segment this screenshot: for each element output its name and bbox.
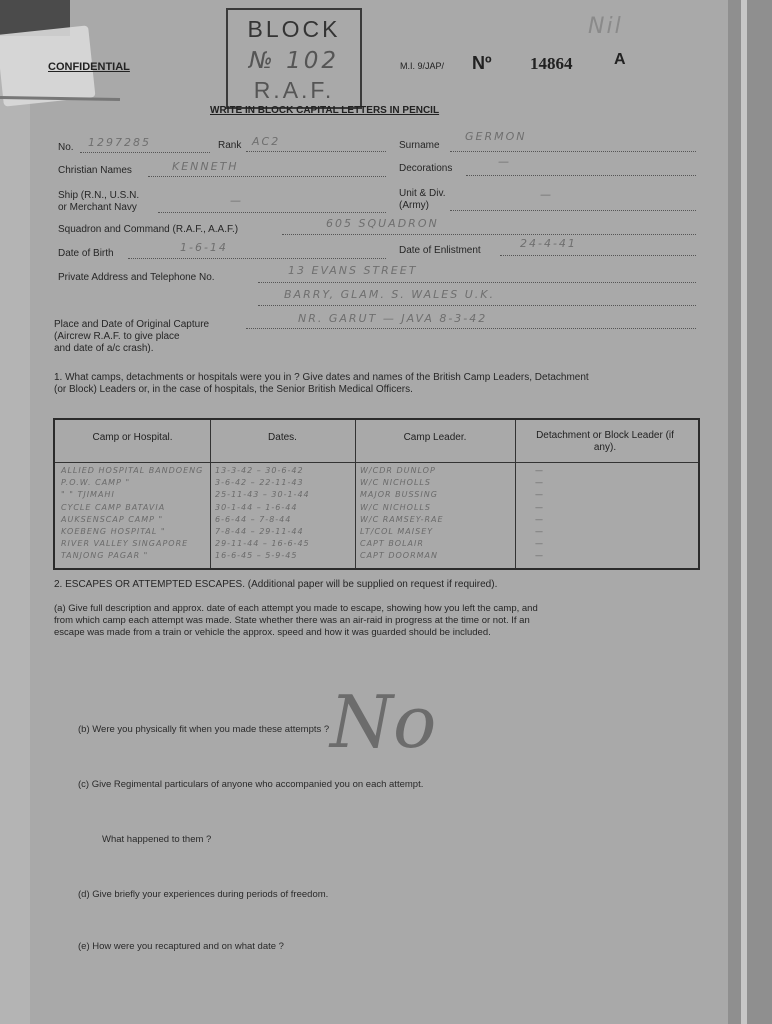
table-cell: 7-8-44 – 29-11-44	[215, 527, 304, 536]
table-cell: P.O.W. CAMP "	[61, 478, 131, 488]
block-stamp	[226, 8, 362, 109]
header-detachment-leader: Detachment or Block Leader (if any).	[536, 430, 674, 453]
mi9-reference: M.I. 9/JAP/	[400, 61, 445, 71]
table-cell: LT/COL MAISEY	[360, 527, 434, 536]
table-cell: 30-1-44 – 1-6-44	[215, 502, 298, 512]
decorations-value: —	[498, 155, 511, 168]
ship-value: —	[230, 194, 243, 207]
table-cell: —	[535, 551, 544, 561]
question-2d: (d) Give briefly your experiences during periods of freedom.	[78, 889, 329, 900]
header-camp-leader: Camp Leader.	[403, 432, 467, 443]
stamp-line-1: BLOCK	[247, 16, 341, 42]
capture-label-1: Place and Date of Original Capture	[54, 319, 210, 330]
stamp-line-2: № 102	[248, 48, 340, 74]
table-cell: 25-11-43 – 30-1-44	[215, 490, 310, 500]
table-cell: TANJONG PAGAR "	[61, 551, 149, 561]
christian-names-label: Christian Names	[58, 165, 132, 176]
table-cell: —	[535, 490, 544, 500]
unit-label-1: Unit & Div.	[399, 188, 446, 199]
pencil-no-answer: No	[330, 680, 437, 764]
enlistment-label: Date of Enlistment	[399, 245, 481, 256]
dob-label: Date of Birth	[58, 248, 114, 259]
header-dates: Dates.	[268, 432, 297, 443]
capture-label-3: and date of a/c crash).	[54, 343, 154, 354]
squadron-value: 605 SQUADRON	[326, 217, 439, 230]
question-2a-line-1: (a) Give full description and approx. date of each attempt you made to escape, showing how you left the camp, and	[54, 603, 538, 614]
surname-value: GERMON	[465, 130, 527, 143]
table-cell: —	[535, 478, 544, 488]
table-cell: " " TJIMAHI	[61, 490, 115, 500]
table-cell: KOEBENG HOSPITAL "	[61, 527, 166, 536]
table-cell: ALLIED HOSPITAL BANDOENG	[61, 466, 204, 475]
form-suffix: A	[614, 51, 626, 68]
folder-edge-highlight	[741, 0, 747, 1024]
question-2-title: 2. ESCAPES OR ATTEMPTED ESCAPES. (Additional paper will be supplied on request if required).	[54, 579, 498, 590]
table-cell: W/C NICHOLLS	[360, 502, 431, 512]
capture-value: NR. GARUT — JAVA 8-3-42	[298, 312, 488, 325]
table-cell: —	[535, 539, 544, 549]
stamp-line-3: R.A.F.	[253, 77, 335, 103]
pencil-nil-note: Nil	[588, 14, 623, 39]
table-cell: CAPT BOLAIR	[360, 539, 424, 549]
table-cell: W/C RAMSEY-RAE	[360, 514, 444, 524]
table-cell: 29-11-44 – 16-6-45	[215, 539, 310, 549]
table-cell: 6-6-44 – 7-8-44	[215, 514, 292, 524]
question-2a-line-3: escape was made from a train or vehicle the approx. speed and how it was guarded should be included.	[54, 627, 491, 638]
surname-label: Surname	[399, 140, 440, 151]
address-line-1: 13 EVANS STREET	[288, 264, 418, 277]
confidential-heading: CONFIDENTIAL	[48, 61, 130, 73]
question-1-line-1: 1. What camps, detachments or hospitals were you in ? Give dates and names of the British Camp Leaders, Detachment	[54, 372, 589, 383]
table-cell: 3-6-42 – 22-11-43	[215, 478, 304, 488]
address-label: Private Address and Telephone No.	[58, 272, 215, 283]
table-cell: RIVER VALLEY SINGAPORE	[61, 539, 189, 549]
question-2a-line-2: from which camp each attempt was made. State whether there was an air-raid in progress at the time or not. If an	[54, 615, 530, 626]
service-no-value: 1297285	[88, 136, 151, 149]
table-cell: CYCLE CAMP BATAVIA	[61, 502, 166, 512]
rank-value: AC2	[252, 135, 281, 148]
header-camp: Camp or Hospital.	[92, 432, 173, 443]
table-cell: W/CDR DUNLOP	[360, 466, 436, 475]
unit-label-2: (Army)	[399, 200, 429, 211]
table-cell: 13-3-42 – 30-6-42	[215, 466, 304, 475]
table-cell: AUKSENSCAP CAMP "	[61, 514, 164, 524]
table-cell: CAPT DOORMAN	[360, 551, 438, 561]
decorations-label: Decorations	[399, 163, 453, 174]
question-2e: (e) How were you recaptured and on what date ?	[78, 941, 284, 952]
capture-label-2: (Aircrew R.A.F. to give place	[54, 331, 180, 342]
question-2c-follow-up: What happened to them ?	[102, 834, 212, 845]
folder-edge	[726, 0, 772, 1024]
table-cell: —	[535, 514, 544, 524]
unit-value: —	[540, 188, 553, 201]
enlistment-value: 24-4-41	[520, 237, 577, 250]
table-cell: —	[535, 502, 544, 512]
squadron-label: Squadron and Command (R.A.F., A.A.F.)	[58, 224, 239, 235]
address-line-2: BARRY, GLAM. S. WALES U.K.	[284, 288, 495, 301]
ship-label-1: Ship (R.N., U.S.N.	[58, 190, 140, 201]
ship-label-2: or Merchant Navy	[58, 202, 137, 213]
service-no-label: No.	[58, 142, 74, 153]
dob-value: 1-6-14	[180, 241, 228, 254]
rank-label: Rank	[218, 140, 242, 151]
camps-table	[53, 418, 700, 570]
table-cell: 16-6-45 – 5-9-45	[215, 551, 298, 561]
table-cell: —	[535, 527, 544, 536]
table-cell: MAJOR BUSSING	[360, 490, 438, 500]
table-cell: —	[535, 466, 544, 475]
question-2b: (b) Were you physically fit when you made these attempts ?	[78, 724, 330, 735]
number-label: Nº	[472, 53, 492, 73]
pencil-instruction: WRITE IN BLOCK CAPITAL LETTERS IN PENCIL	[210, 105, 440, 116]
question-1-line-2: (or Block) Leaders or, in the case of hospitals, the Senior British Medical Officers.	[54, 384, 413, 395]
christian-names-value: KENNETH	[172, 160, 239, 173]
form-number: 14864	[530, 54, 573, 73]
table-cell: W/C NICHOLLS	[360, 478, 431, 488]
question-2c: (c) Give Regimental particulars of anyone who accompanied you on each attempt.	[78, 779, 424, 790]
